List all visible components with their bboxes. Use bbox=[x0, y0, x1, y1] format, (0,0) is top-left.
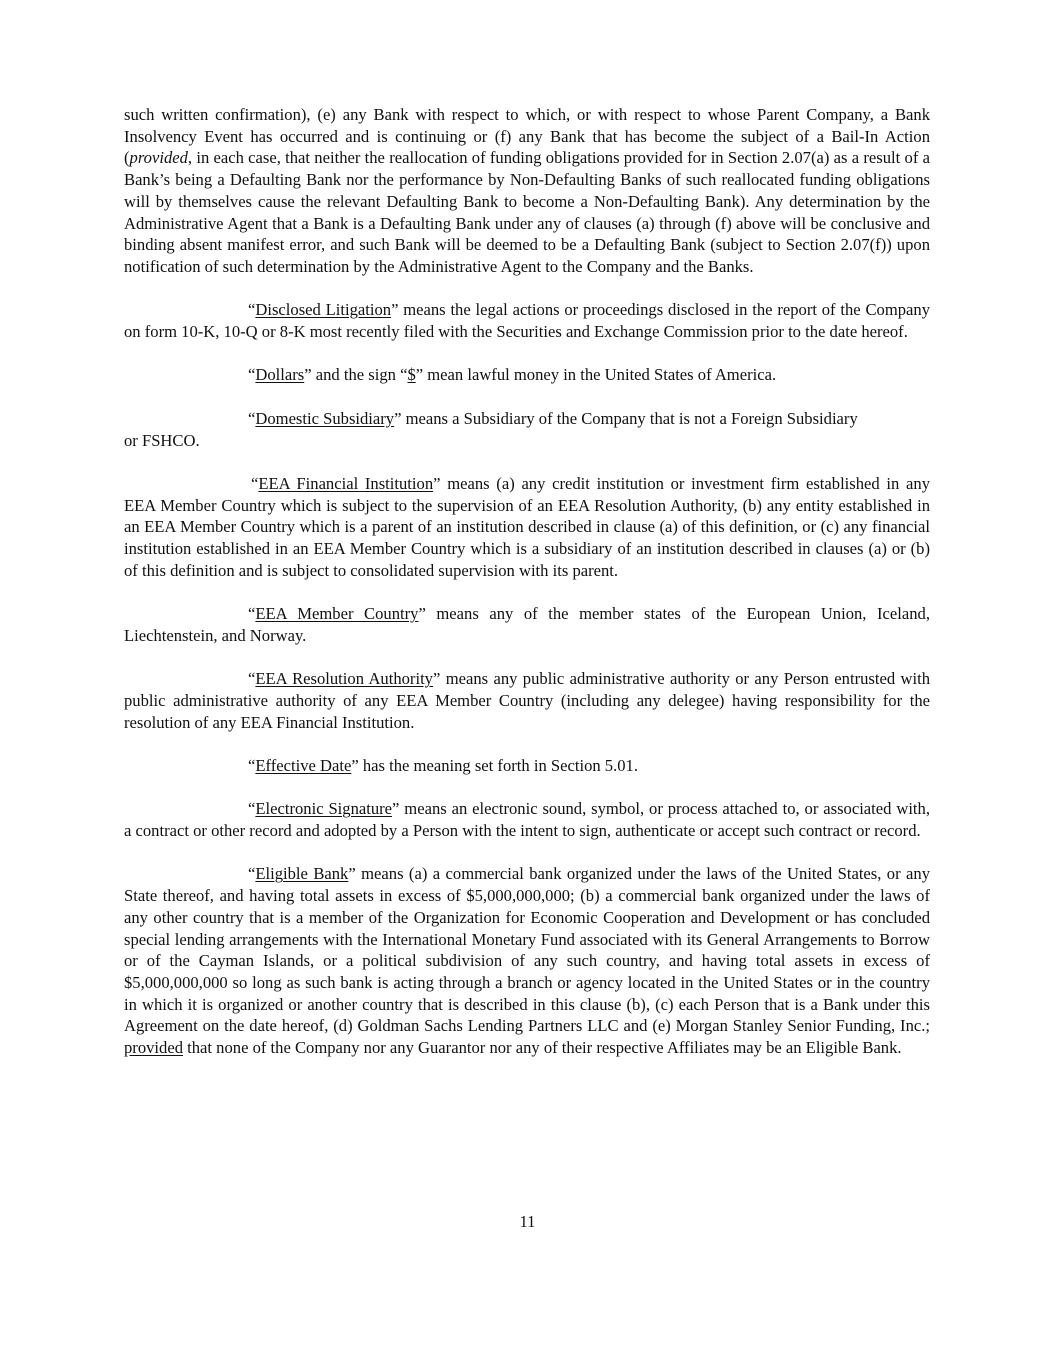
definition-domestic-subsidiary-tail: or FSHCO. bbox=[124, 430, 200, 450]
defined-term: Disclosed Litigation bbox=[255, 300, 392, 320]
provided-italic: provided bbox=[129, 148, 188, 168]
defined-term: EEA Financial Institution bbox=[258, 473, 434, 493]
definition-dollars: “Dollars” and the sign “$” mean lawful money in the United States of America. bbox=[248, 365, 777, 385]
page-number: 11 bbox=[519, 1212, 536, 1231]
defined-term: Effective Date bbox=[255, 755, 352, 775]
definition-eea-resolution-authority: “EEA Resolution Authority” means any public administrative authority or any Person entrusted with public administrative authority of any EEA Member Country (including any delegee) having responsibility for the resolution of any EEA Financial Institution. bbox=[124, 669, 930, 732]
defined-term: Electronic Signature bbox=[255, 799, 393, 819]
definition-electronic-signature: “Electronic Signature” means an electronic sound, symbol, or process attached to, or associated with, a contract or other record and adopted by a Person with the intent to sign, authenticate or accept such contract or record. bbox=[124, 799, 930, 841]
defined-term: Eligible Bank bbox=[255, 864, 349, 884]
definition-eligible-bank: “Eligible Bank” means (a) a commercial bank organized under the laws of the United States, or any State thereof, and having total assets in excess of $5,000,000,000; (b) a commercial bank organized under the laws of any other country that is a member of the Organization for Economic Cooperation and Development or has concluded special lending arrangements with the International Monetary Fund associated with its General Arrangements to Borrow or of the Cayman Islands, or a political subdivision of any such country, and having total assets in excess of $5,000,000,000 so long as such bank is acting through a branch or agency located in the United States or in the country in which it is organized or another country that is described in this clause (b), (c) each Person that is a Bank under this Agreement on the date hereof, (d) Goldman Sachs Lending Partners LLC and (e) Morgan Stanley Senior Funding, Inc.; provided that none of the Company nor any Guarantor nor any of their respective Affiliates may be an Eligible Bank. bbox=[124, 864, 930, 1058]
definition-disclosed-litigation: “Disclosed Litigation” means the legal actions or proceedings disclosed in the report of the Company on form 10-K, 10-Q or 8-K most recently filed with the Securities and Exchange Commission prior to the date hereof. bbox=[124, 300, 930, 342]
defined-term: EEA Member Country bbox=[255, 604, 419, 624]
dollar-sign-term: $ bbox=[407, 365, 416, 385]
definition-eea-financial-institution: “EEA Financial Institution” means (a) any credit institution or investment firm established in any EEA Member Country which is subject to the supervision of an EEA Resolution Authority, (b) any entity established in an EEA Member Country which is a parent of an institution described in clause (a) of this definition, or (c) any financial institution established in an EEA Member Country which is a subsidiary of an institution described in clauses (a) or (b) of this definition and is subject to consolidated supervision with its parent. bbox=[124, 473, 931, 580]
document-page bbox=[124, 104, 930, 1059]
definition-domestic-subsidiary: “Domestic Subsidiary” means a Subsidiary of the Company that is not a Foreign Subsidiary bbox=[248, 408, 858, 428]
definition-effective-date: “Effective Date” has the meaning set forth in Section 5.01. bbox=[248, 755, 638, 775]
defaulting-bank-continuation: such written confirmation), (e) any Bank with respect to which, or with respect to whose Parent Company, a Bank Insolvency Event has occurred and is continuing or (f) any Bank that has become the subject of a Bail-In Action (provided, in each case, that neither the reallocation of funding obligations provided for in Section 2.07(a) as a result of a Bank’s being a Defaulting Bank nor the performance by Non-Defaulting Banks of such reallocated funding obligations will by themselves cause the relevant Defaulting Bank to become a Non-Defaulting Bank). Any determination by the Administrative Agent that a Bank is a Defaulting Bank under any of clauses (a) through (f) above will be conclusive and binding absent manifest error, and such Bank will be deemed to be a Defaulting Bank (subject to Section 2.07(f)) upon notification of such determination by the Administrative Agent to the Company and the Banks. bbox=[124, 105, 930, 276]
defined-term: Dollars bbox=[255, 365, 305, 385]
defined-term: Domestic Subsidiary bbox=[255, 408, 395, 428]
defined-term: EEA Resolution Authority bbox=[255, 669, 433, 689]
proviso-term: provided bbox=[124, 1038, 183, 1058]
definition-eea-member-country: “EEA Member Country” means any of the member states of the European Union, Iceland, Liechtenstein, and Norway. bbox=[124, 604, 930, 645]
